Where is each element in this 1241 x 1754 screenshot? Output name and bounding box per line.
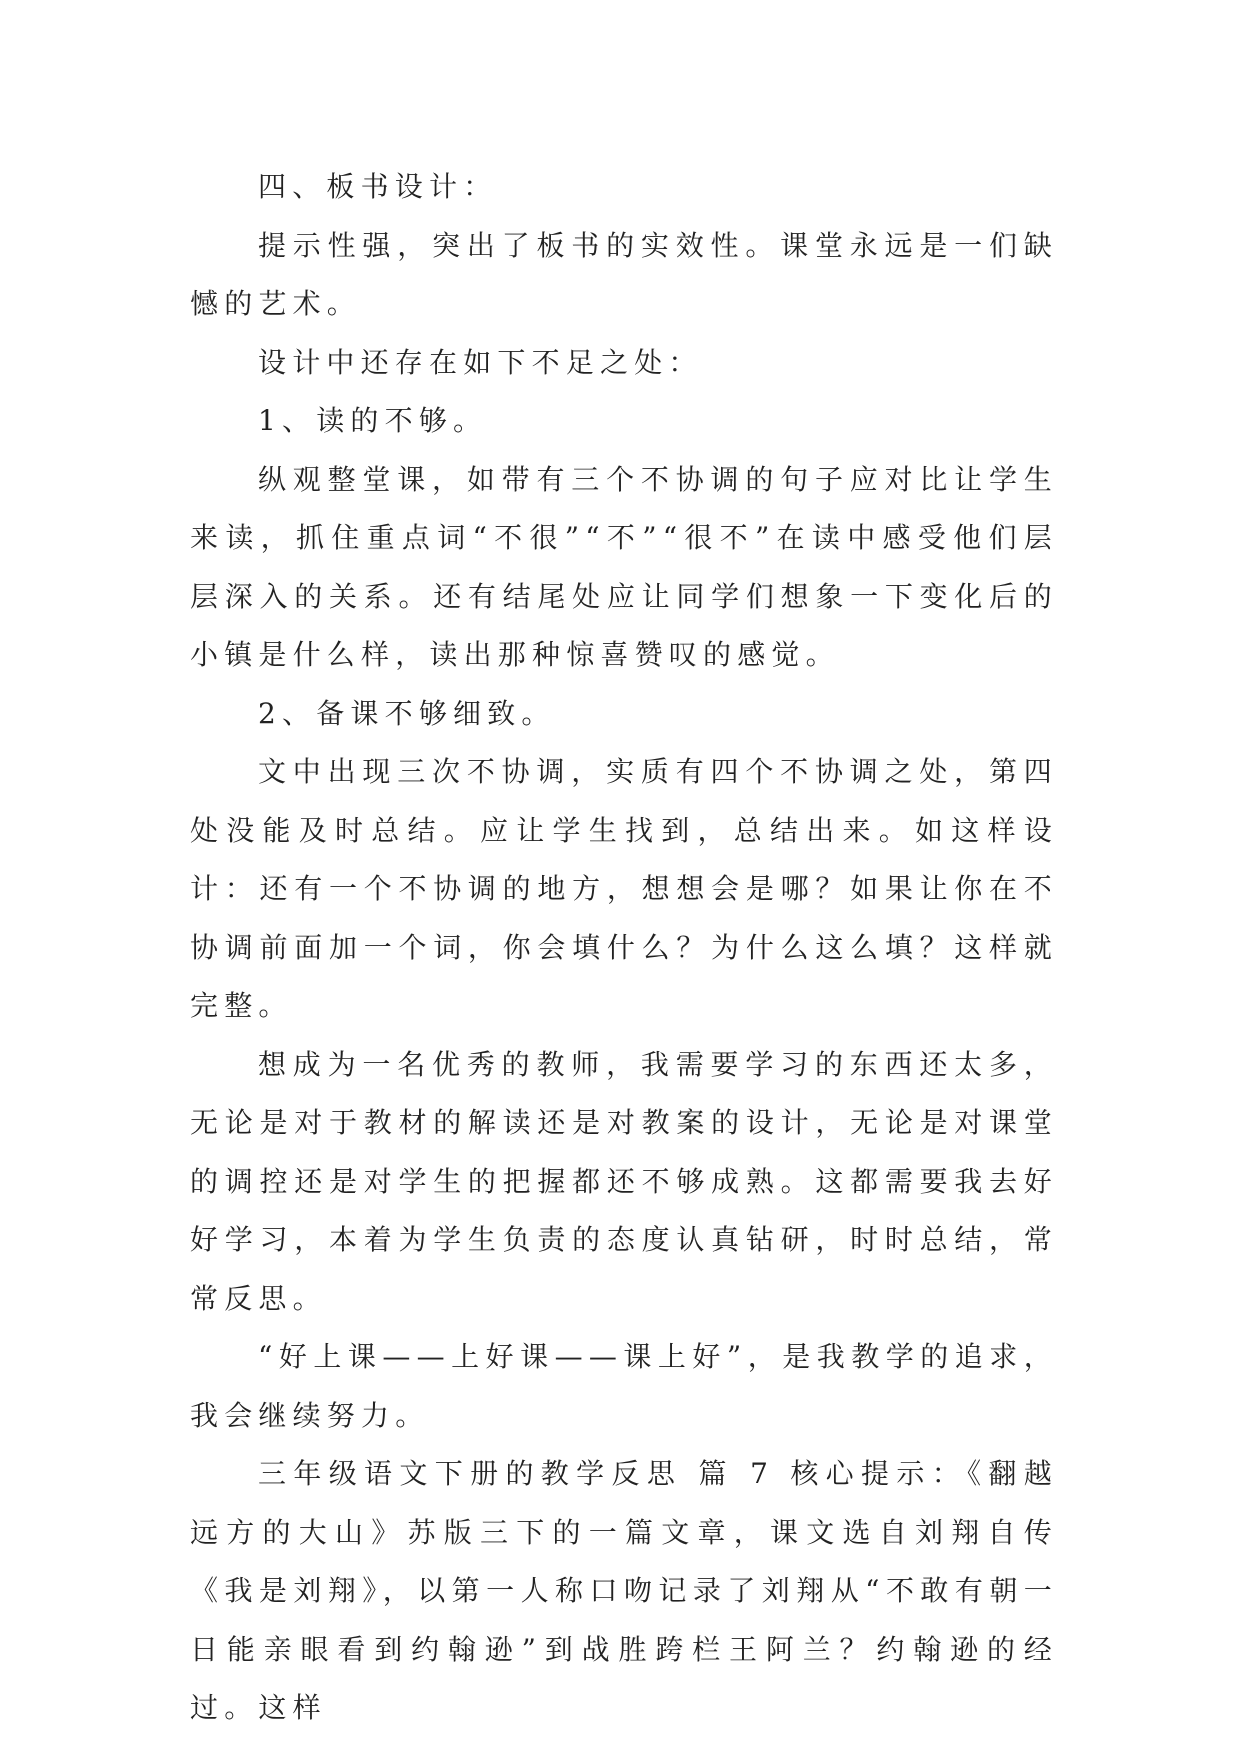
paragraph-section-start: 三年级语文下册的教学反思 篇 7 核心提示：《翻越远方的大山》苏版三下的一篇文章，课文选自刘翔自传《我是刘翔》，以第一人称口吻记录了刘翔从“不敢有朝一日能亲眼看到约翰逊”到战胜跨栏王阿兰？约翰逊的经过。这样 [190, 1457, 1058, 1724]
paragraph: 设计中还存在如下不足之处： [258, 345, 703, 379]
paragraph: 提示性强，突出了板书的实效性。课堂永远是一们缺憾的艺术。 [190, 228, 1058, 320]
paragraph: 纵观整堂课，如带有三个不协调的句子应对比让学生来读，抓住重点词“不很”“不”“很不”在读中感受他们层层深入的关系。还有结尾处应让同学们想象一下变化后的小镇是什么样，读出那种惊喜赞叹的感觉。 [190, 462, 1058, 671]
paragraph-numbered-item: 1、读的不够。 [258, 404, 488, 437]
paragraph-quote: “好上课——上好课——课上好”，是我教学的追求，我会继续努力。 [190, 1340, 1058, 1432]
paragraph: 想成为一名优秀的教师，我需要学习的东西还太多，无论是对于教材的解读还是对教案的设计，无论是对课堂的调控还是对学生的把握都还不够成熟。这都需要我去好好学习，本着为学生负责的态度认真钻研，时时总结，常常反思。 [190, 1047, 1058, 1315]
paragraph: 文中出现三次不协调，实质有四个不协调之处，第四处没能及时总结。应让学生找到，总结出来。如这样设计：还有一个不协调的地方，想想会是哪？如果让你在不协调前面加一个词，你会填什么？为什么这么填？这样就完整。 [190, 755, 1058, 1022]
paragraph-numbered-item: 2、备课不够细致。 [258, 696, 556, 730]
document-body [190, 158, 1058, 1738]
paragraph-heading-board-design: 四、板书设计： [258, 170, 498, 203]
